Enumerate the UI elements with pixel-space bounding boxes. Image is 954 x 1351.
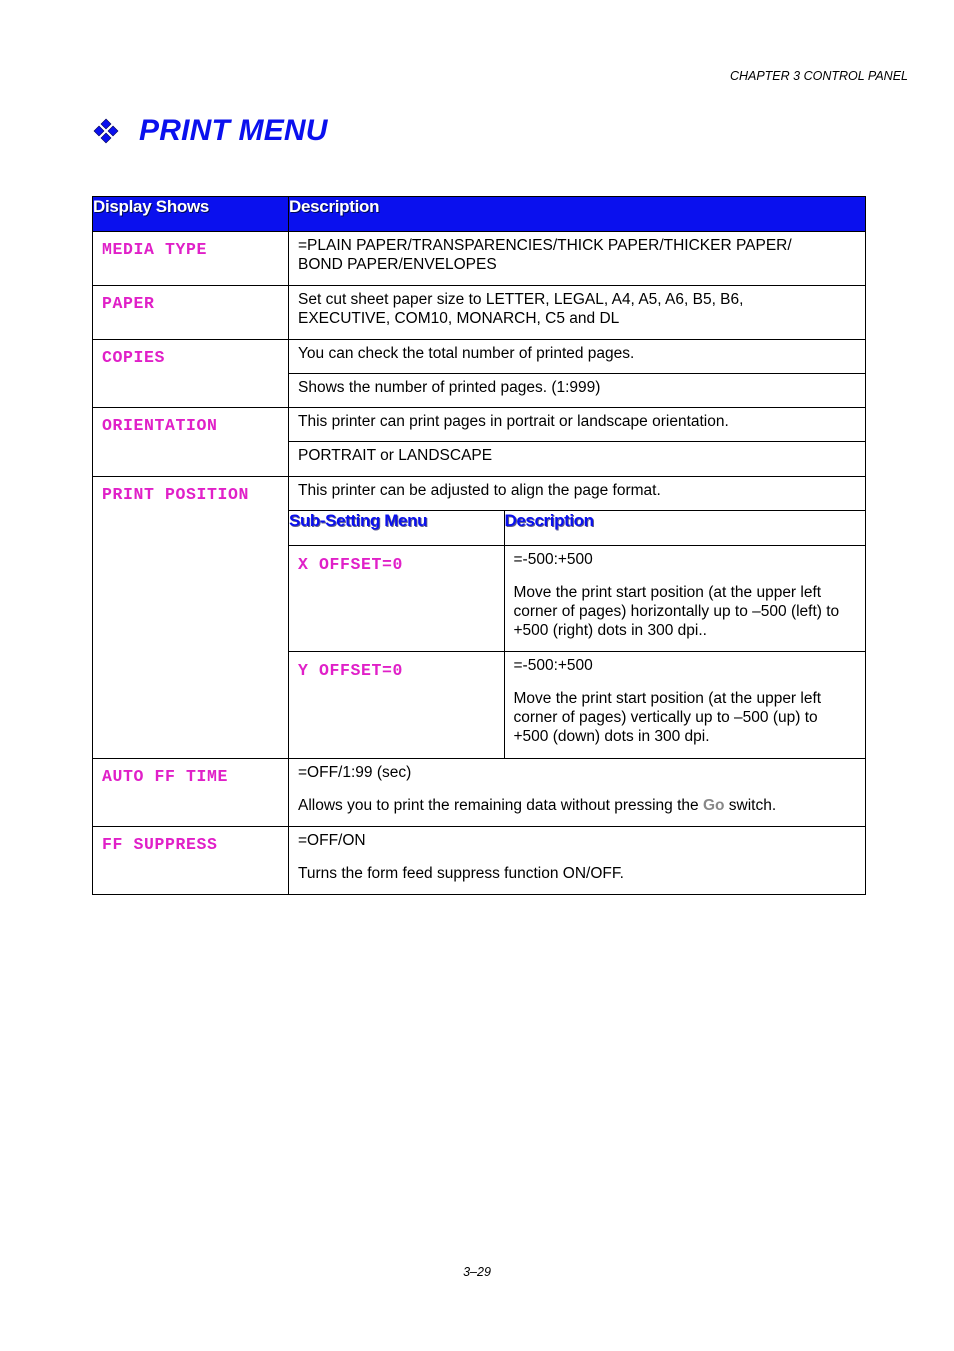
print-menu-table [92, 196, 866, 895]
page-title-block [93, 114, 328, 148]
subheader-sub-setting-menu: Sub-Setting Menu [289, 511, 504, 546]
display-orientation: ORIENTATION [93, 408, 289, 477]
auto-ff-desc-suffix: switch. [724, 796, 777, 814]
desc-x-offset [504, 546, 865, 652]
header-description: Description [289, 197, 866, 232]
desc-orientation-1: This printer can print pages in portrait or landscape orientation. [289, 408, 866, 442]
display-media-type: MEDIA TYPE [93, 232, 289, 286]
auto-ff-time-description [298, 796, 856, 815]
go-switch-label: Go [702, 796, 725, 814]
subtable-row-x-offset [289, 546, 865, 652]
table-row-ff-suppress [93, 826, 866, 894]
table-row-print-position [93, 477, 866, 511]
table-header-row [93, 197, 866, 232]
table-row-auto-ff-time [93, 758, 866, 826]
display-x-offset: X OFFSET=0 [289, 546, 504, 652]
paper-line2: EXECUTIVE, COM10, MONARCH, C5 and DL [298, 310, 620, 327]
x-offset-range: =-500:+500 [513, 551, 593, 568]
desc-print-position: This printer can be adjusted to align the page format. [289, 477, 866, 511]
subtable-row-y-offset [289, 652, 865, 758]
chapter-header: CHAPTER 3 CONTROL PANEL [729, 69, 908, 83]
table-row-copies [93, 340, 866, 374]
y-offset-description: Move the print start position (at the upper left corner of pages) vertically up to –500 (up) to +500 (down) dots in 300 dpi. [513, 690, 822, 745]
print-position-subtable-cell [289, 511, 866, 759]
auto-ff-time-value: =OFF/1:99 (sec) [298, 763, 412, 781]
auto-ff-desc-text: Allows you to print the remaining data without pressing the [298, 796, 703, 814]
desc-ff-suppress [289, 826, 866, 894]
desc-copies-2: Shows the number of printed pages. (1:999) [289, 374, 866, 408]
desc-media-type [289, 232, 866, 286]
display-paper: PAPER [93, 286, 289, 340]
page-title: PRINT MENU [139, 114, 328, 147]
y-offset-range: =-500:+500 [513, 657, 593, 674]
desc-orientation-2: PORTRAIT or LANDSCAPE [289, 442, 866, 477]
table-row-paper [93, 286, 866, 340]
subheader-description: Description [504, 511, 865, 546]
subtable-header-row [289, 511, 865, 546]
display-auto-ff-time: AUTO FF TIME [93, 758, 289, 826]
desc-paper [289, 286, 866, 340]
display-print-position: PRINT POSITION [93, 477, 289, 759]
print-position-subtable [289, 511, 865, 758]
display-ff-suppress: FF SUPPRESS [93, 826, 289, 894]
table-row-media-type [93, 232, 866, 286]
header-display-shows: Display Shows [93, 197, 289, 232]
ff-suppress-description: Turns the form feed suppress function ON/OFF. [298, 864, 624, 882]
media-type-line2: BOND PAPER/ENVELOPES [298, 256, 497, 273]
desc-copies-1: You can check the total number of printed pages. [289, 340, 866, 374]
display-y-offset: Y OFFSET=0 [289, 652, 504, 758]
ff-suppress-value: =OFF/ON [298, 831, 366, 849]
page-number: 3–29 [463, 1265, 491, 1279]
desc-auto-ff-time [289, 758, 866, 826]
desc-y-offset [504, 652, 865, 758]
paper-line1: Set cut sheet paper size to LETTER, LEGAL, A4, A5, A6, B5, B6, [298, 291, 744, 308]
x-offset-description: Move the print start position (at the upper left corner of pages) horizontally up to –500 (left) to +500 (right) dots in 300 dpi.. [513, 584, 840, 639]
four-diamonds-icon [93, 118, 119, 144]
media-type-line1: =PLAIN PAPER/TRANSPARENCIES/THICK PAPER/THICKER PAPER/ [298, 237, 792, 254]
display-copies: COPIES [93, 340, 289, 408]
table-row-orientation [93, 408, 866, 442]
